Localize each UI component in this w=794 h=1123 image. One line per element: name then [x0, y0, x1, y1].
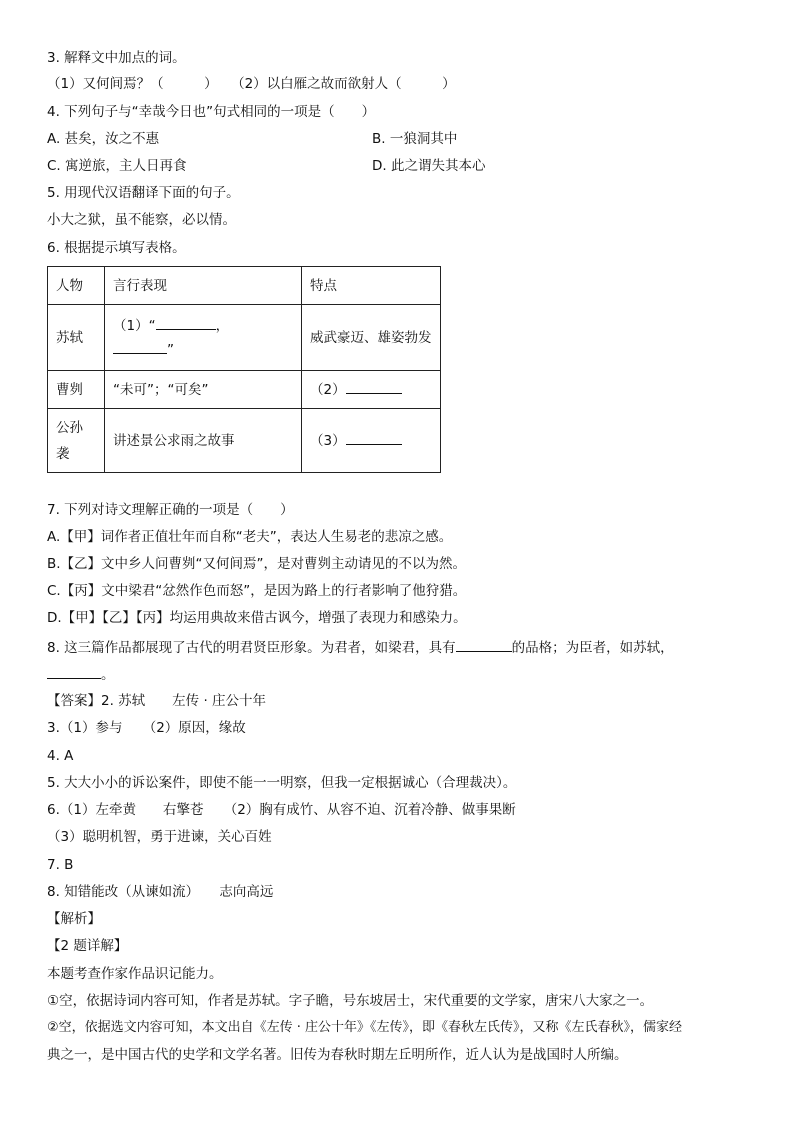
table-row	[48, 371, 441, 409]
question-6-title: 6. 根据提示填写表格。	[47, 240, 186, 256]
option-d: D.【甲】【乙】【丙】均运用典故来借古讽今，增强了表现力和感染力。	[47, 610, 467, 626]
answer-blank[interactable]	[113, 339, 167, 354]
option-c: C.【丙】文中梁君“忿然作色而怒”，是因为路上的行者影响了他狩猎。	[47, 583, 467, 599]
answer-8: 8. 知错能改（从谏如流） 志向高远	[47, 884, 274, 900]
answer-blank[interactable]	[346, 430, 402, 445]
question-7-title: 7. 下列对诗文理解正确的一项是（ ）	[47, 502, 294, 518]
table-row	[48, 305, 441, 371]
option-a: A. 甚矣，汝之不惠	[47, 131, 160, 147]
table-header-row	[48, 267, 441, 305]
cell-person: 苏轼	[48, 305, 105, 371]
option-a: A.【甲】词作者正值壮年而自称“老夫”，表达人生易老的悲凉之感。	[47, 529, 453, 545]
option-b: B.【乙】文中乡人问曹刿“又何间焉”，是对曹刿主动请见的不以为然。	[47, 556, 467, 572]
cell-person: 曹刿	[48, 371, 105, 409]
cell-trait: 威武豪迈、雄姿勃发	[302, 305, 441, 371]
cell-trait: （2）	[302, 371, 441, 409]
question-4-title: 4. 下列句子与“幸哉今日也”句式相同的一项是（ ）	[47, 104, 376, 120]
answer-2: 【答案】2. 苏轼 左传 · 庄公十年	[47, 693, 267, 709]
answer-6: 6.（1）左牵黄 右擎苍 （2）胸有成竹、从容不迫、沉着冷静、做事果断	[47, 802, 516, 818]
analysis-paragraph: ②空，依据选文内容可知，本文出自《左传 · 庄公十年》《左传》，即《春秋左氏传》，又称《左氏春秋》，儒家经	[47, 1020, 683, 1035]
analysis-intro: 本题考查作家作品识记能力。	[47, 966, 223, 982]
question-8-text: 8. 这三篇作品都展现了古代的明君贤臣形象。为君者，如梁君，具有	[47, 640, 456, 656]
answer-blank[interactable]	[156, 315, 216, 330]
table-row	[48, 409, 441, 473]
cell-action: （1）“ ， ”	[105, 305, 302, 371]
cell-action: 讲述景公求雨之故事	[105, 409, 302, 473]
header-trait: 特点	[302, 267, 441, 305]
question-3-items: （1）又何间焉？（ ） （2）以白雁之故而欲射人（ ）	[47, 76, 456, 92]
option-c: C. 寓逆旅，主人日再食	[47, 158, 187, 174]
answer-3: 3.（1）参与 （2）原因，缘故	[47, 720, 246, 736]
answer-7: 7. B	[47, 857, 74, 873]
cell-action: “未可”；“可矣”	[105, 371, 302, 409]
analysis-paragraph: 典之一，是中国古代的史学和文学名著。旧传为春秋时期左丘明所作，近人认为是战国时人所编。	[47, 1047, 628, 1063]
question-5-sentence: 小大之狱，虽不能察，必以情。	[47, 212, 236, 228]
answer-6-cont: （3）聪明机智，勇于进谏，关心百姓	[47, 829, 272, 845]
answer-blank[interactable]	[346, 379, 402, 394]
cell-trait: （3）	[302, 409, 441, 473]
question-5-title: 5. 用现代汉语翻译下面的句子。	[47, 185, 240, 201]
header-action: 言行表现	[105, 267, 302, 305]
cell-person: 公孙袭	[48, 409, 105, 473]
answer-blank[interactable]	[47, 664, 101, 679]
analysis-heading: 【解析】	[47, 911, 101, 927]
option-b: B. 一狼洞其中	[372, 131, 458, 147]
question-3-title: 3. 解释文中加点的词。	[47, 50, 186, 66]
header-person: 人物	[48, 267, 105, 305]
option-d: D. 此之谓失其本心	[372, 158, 486, 174]
analysis-subheading: 【2 题详解】	[47, 938, 128, 954]
analysis-paragraph: ①空，依据诗词内容可知，作者是苏轼。字子瞻，号东坡居士，宋代重要的文学家，唐宋八大家之一。	[47, 993, 654, 1009]
answer-4: 4. A	[47, 748, 74, 764]
answer-5: 5. 大大小小的诉讼案件，即使不能一一明察，但我一定根据诚心（合理裁决）。	[47, 775, 517, 791]
fill-in-table	[47, 266, 441, 473]
answer-blank[interactable]	[456, 637, 512, 652]
